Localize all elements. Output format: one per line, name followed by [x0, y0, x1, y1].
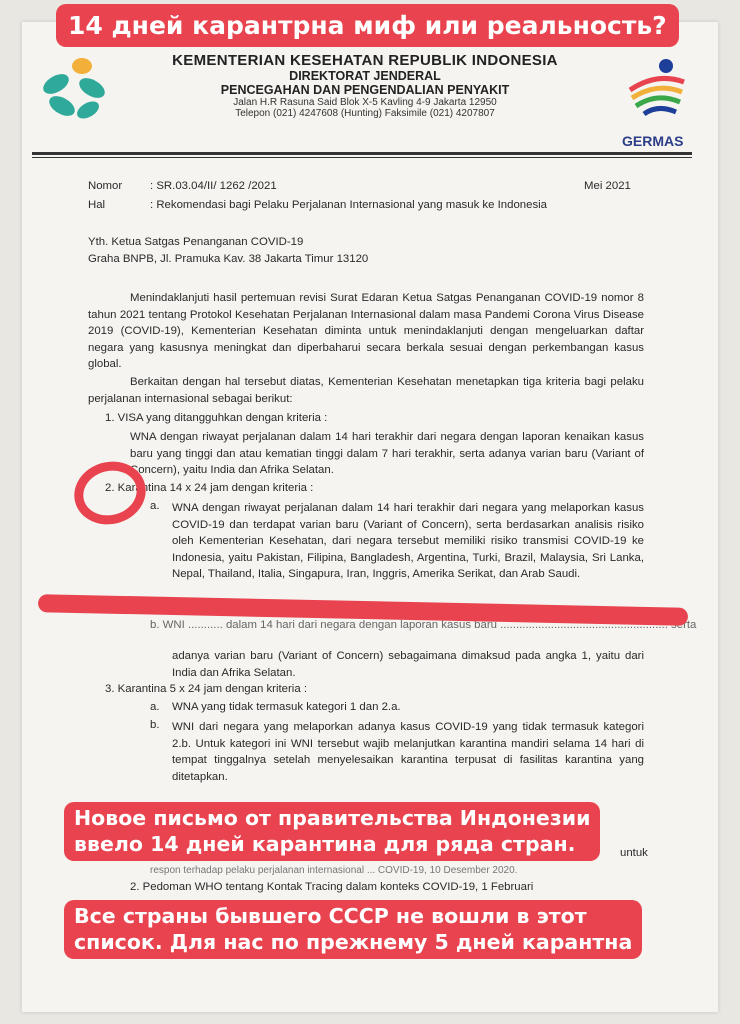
headline-banner: 14 дней карантрна миф или реальность?: [56, 4, 679, 47]
ministry-logo: [34, 54, 114, 124]
letterhead-rule-thin: [32, 157, 692, 158]
letter-date: Mei 2021: [584, 180, 631, 192]
directorate-name: DIREKTORAT JENDERAL: [289, 69, 441, 83]
nomor-value: : SR.03.04/II/ 1262 /2021: [150, 180, 277, 192]
caption-2-line-1: Все страны бывшего СССР не вошли в этот: [74, 904, 587, 928]
item-3b-label: b.: [150, 719, 160, 731]
item-1-text: WNA dengan riwayat perjalanan dalam 14 hari terakhir dari negara dengan laporan kenaikan kasus baru yang tinggi dan atau kematian tinggi dalam 7 hari terakhir, serta adanya varian baru (Variant of Concern), yaitu India dan Afrika Selatan.: [130, 431, 644, 476]
caption-1-line-2: ввело 14 дней карантина для ряда стран.: [74, 831, 576, 856]
caption-banner-2: [64, 900, 642, 959]
item-2a-label: a.: [150, 500, 160, 512]
item-2b-partial: b. WNI ........... dalam 14 hari dari negara dengan laporan kasus baru ..................................................... serta: [150, 619, 697, 631]
item-3a-label: a.: [150, 701, 160, 713]
ministry-name: KEMENTERIAN KESEHATAN REPUBLIK INDONESIA: [172, 52, 558, 69]
nomor-label: Nomor: [88, 180, 123, 192]
item-1-title: 1. VISA yang ditangguhkan dengan kriteria :: [105, 412, 328, 424]
reference-2: 2. Pedoman WHO tentang Kontak Tracing dalam konteks COVID-19, 1 Februari: [130, 881, 534, 893]
recipient-line-1: Yth. Ketua Satgas Penanganan COVID-19: [88, 236, 304, 248]
germas-logo: [622, 52, 692, 132]
reference-1-partial: respon terhadap pelaku perjalanan internasional ... COVID-19, 10 Desember 2020.: [150, 865, 518, 876]
item-2b-text: adanya varian baru (Variant of Concern) sebagaimana dimaksud pada angka 1, yaitu dari India dan Afrika Selatan.: [172, 650, 644, 679]
caption-1-line-1: Новое письмо от правительства Индонезии: [74, 806, 591, 830]
item-2a-text: WNA dengan riwayat perjalanan dalam 14 hari terakhir dari negara yang melaporkan kasus COVID-19 dan terdapat varian baru (Variant of Concern), serta berdasarkan analisis risiko oleh Kementerian Kesehatan, dari negara tersebut memiliki risiko transmisi COVID-19 ke Indonesia, yaitu Pakistan, Filipina, Bangladesh, Argentina, Turki, Brazil, Malaysia, Sri Lanka, Nepal, Thailand, Italia, Singapura, Iran, Inggris, Amerika Serikat, dan Arab Saudi.: [172, 502, 644, 580]
letterhead-rule: [32, 152, 692, 155]
address-line: Jalan H.R Rasuna Said Blok X-5 Kavling 4-9 Jakarta 12950: [233, 97, 497, 108]
germas-label: GERMAS: [622, 133, 684, 149]
caption-banner-1: [64, 802, 600, 861]
paragraph-1: Menindaklanjuti hasil pertemuan revisi Surat Edaran Ketua Satgas Penanganan COVID-19 nomor 8 tahun 2021 tentang Protokol Kesehatan Perjalanan Internasional dalam masa Pandemi Corona Virus Disease 2019 (COVID-19), Kementerian Kesehatan diminta untuk menindaklanjuti dengan mengeluarkan daftar negara yang kasusnya meningkat dan diperbaharui secara berkala sesuai dengan perkembangan kasus global.: [88, 292, 644, 370]
item-3-title: 3. Karantina 5 x 24 jam dengan kriteria :: [105, 683, 307, 695]
hal-value: : Rekomendasi bagi Pelaku Perjalanan Internasional yang masuk ke Indonesia: [150, 199, 548, 211]
letterhead: [125, 52, 605, 119]
phone-line: Telepon (021) 4247608 (Hunting) Faksimile (021) 4207807: [235, 108, 495, 119]
caption-2-line-2: список. Для нас по прежнему 5 дней карантна: [74, 929, 633, 954]
recipient-line-2: Graha BNPB, Jl. Pramuka Kav. 38 Jakarta Timur 13120: [88, 253, 369, 265]
item-2-title: 2. Karantina 14 x 24 jam dengan kriteria :: [105, 482, 314, 494]
hal-label: Hal: [88, 199, 106, 211]
item-3b-text: WNI dari negara yang melaporkan adanya kasus COVID-19 yang tidak termasuk kategori 2.b. Untuk kategori ini WNI tersebut wajib melanjutkan karantina mandiri selama 14 hari di tempat tinggalnya setelah menyelesaikan karantina terpusat di fasilitas karantina yang ditetapkan.: [172, 721, 644, 783]
hidden-fragment: untuk: [620, 847, 648, 859]
item-3a-text: WNA yang tidak termasuk kategori 1 dan 2.a.: [172, 701, 401, 713]
division-name: PENCEGAHAN DAN PENGENDALIAN PENYAKIT: [220, 83, 510, 97]
paragraph-2: Berkaitan dengan hal tersebut diatas, Kementerian Kesehatan menetapkan tiga kriteria bagi pelaku perjalanan internasional sebagai berikut:: [88, 376, 644, 405]
